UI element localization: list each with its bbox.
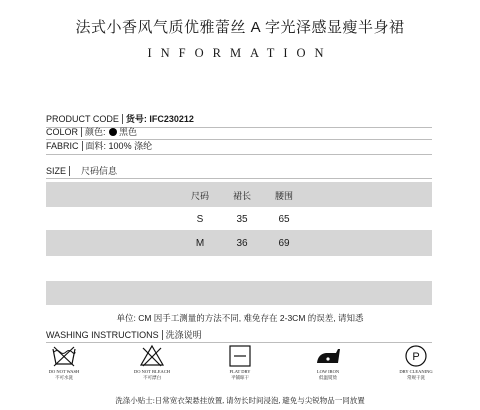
size-label-en: SIZE — [46, 166, 67, 176]
product-code-label-cn: 货号: — [125, 114, 147, 124]
flat-dry-icon — [227, 344, 253, 368]
svg-text:P: P — [412, 351, 420, 363]
flat-dry-label-en: FLAT DRY — [229, 369, 251, 374]
washing-label-cn: 洗涤说明 — [165, 330, 202, 340]
dry-cleaning-label-en: DRY CLEANING — [399, 369, 433, 374]
size-header-waist: 腰围 — [274, 191, 293, 201]
color-label-en: COLOR — [46, 127, 79, 137]
dry-cleaning-item — [388, 344, 444, 381]
fabric-value: 100% 涤纶 — [108, 141, 153, 151]
do-not-bleach-label-en: DO NOT BLEACH — [134, 369, 170, 374]
fabric-label-en: FABRIC — [46, 141, 79, 151]
do-not-wash-item — [36, 344, 92, 381]
washing-icons — [36, 344, 444, 390]
divider — [122, 114, 123, 124]
row-divider — [46, 178, 432, 179]
flat-dry-item — [212, 344, 268, 381]
divider — [162, 330, 163, 340]
washing-section-heading — [46, 330, 202, 341]
table-cell-length: 35 — [236, 214, 248, 225]
product-code-label-en: PRODUCT CODE — [46, 114, 119, 124]
do-not-wash-label-cn: 不可水洗 — [55, 375, 73, 380]
table-row-empty — [46, 281, 432, 305]
product-title: 法式小香风气质优雅蕾丝 A 字光泽感显瘦半身裙 — [75, 19, 405, 36]
row-divider — [46, 154, 432, 155]
dry-cleaning-icon — [403, 344, 429, 368]
washing-tip: 洗涤小贴士:日常宽衣架悬挂放置, 请勿长时间浸泡, 避免与尖锐物品一同放置 — [115, 396, 365, 405]
size-header-size: 尺码 — [190, 191, 209, 201]
product-code-value: IFC230212 — [149, 114, 194, 124]
product-code-row — [46, 114, 194, 125]
fabric-label-cn: 面料: — [85, 141, 107, 151]
flat-dry-label-cn: 平铺晾干 — [231, 375, 249, 380]
information-heading: INFORMATION — [147, 46, 333, 60]
table-cell-size: S — [196, 214, 204, 225]
low-iron-icon — [314, 344, 342, 368]
size-header-length: 裙长 — [232, 191, 251, 201]
table-cell-size: M — [195, 238, 205, 249]
do-not-bleach-label-cn: 不可漂白 — [143, 375, 161, 380]
low-iron-item — [300, 344, 356, 381]
color-value: 黑色 — [119, 127, 138, 137]
color-label-cn: 颜色: — [85, 127, 106, 137]
table-cell-length: 36 — [236, 238, 248, 249]
low-iron-label-cn: 低温熨烫 — [319, 375, 337, 380]
table-cell-waist: 65 — [278, 214, 290, 225]
do-not-wash-icon — [51, 344, 77, 368]
row-divider — [46, 139, 432, 140]
dry-cleaning-label-cn: 常规干洗 — [407, 375, 425, 380]
size-label-cn: 尺码信息 — [81, 166, 118, 176]
do-not-bleach-item — [124, 344, 180, 381]
color-row — [46, 127, 137, 138]
size-note: 单位: CM 因手工测量的方法不同, 难免存在 2-3CM 的误差, 请知悉 — [116, 313, 364, 323]
table-cell-waist: 69 — [278, 238, 290, 249]
washing-label-en: WASHING INSTRUCTIONS — [46, 330, 159, 340]
size-section-heading — [46, 166, 117, 177]
row-divider — [46, 342, 432, 343]
do-not-wash-label-en: DO NOT WASH — [48, 369, 80, 374]
fabric-row — [46, 141, 152, 152]
low-iron-label-en: LOW IRON — [316, 369, 340, 374]
color-swatch — [109, 128, 117, 136]
divider — [82, 141, 83, 151]
divider — [81, 127, 82, 137]
do-not-bleach-icon — [139, 344, 165, 368]
divider — [69, 166, 70, 176]
